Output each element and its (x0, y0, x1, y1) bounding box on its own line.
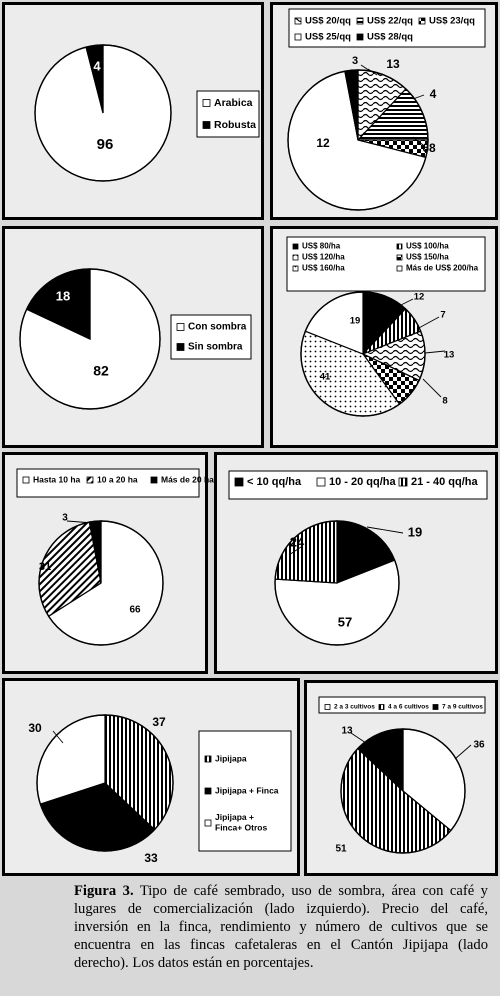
legend-label: US$ 23/qq (429, 15, 475, 27)
legend-label: Con sombra (188, 321, 247, 333)
data-label: 96 (96, 135, 114, 153)
legend-label: Más de 20 ha (161, 474, 214, 485)
legend-swatch (205, 788, 211, 794)
legend-swatch (325, 705, 330, 710)
legend-swatch (293, 244, 298, 249)
legend-swatch (397, 244, 402, 249)
legend-swatch (205, 756, 211, 762)
panel-crop-count (304, 680, 498, 876)
pie-chart-coffee-area (5, 455, 214, 671)
data-label: 13 (386, 57, 400, 72)
leader-line (401, 299, 413, 305)
legend-label: Hasta 10 ha (33, 474, 81, 485)
caption-label: Figura 3. (74, 883, 134, 899)
leader-line (455, 745, 471, 759)
legend-swatch (235, 478, 243, 486)
pie-chart-coffee-type (5, 5, 261, 217)
legend-label: 4 a 6 cultivos (388, 703, 429, 711)
legend-label: Finca+ Otros (215, 822, 268, 833)
data-label: 30 (28, 721, 42, 736)
legend-swatch (379, 705, 384, 710)
legend-swatch (293, 266, 298, 271)
data-label: 41 (319, 371, 331, 383)
panel-shade-use (2, 226, 264, 448)
data-label: 57 (337, 614, 353, 630)
legend-label: Más de US$ 200/ha (406, 263, 479, 273)
legend-label: Jipijapa + (215, 812, 254, 822)
data-label: 66 (129, 604, 141, 616)
legend-label: US$ 100/ha (406, 241, 449, 251)
legend-swatch (397, 266, 402, 271)
legend-swatch (295, 34, 301, 40)
panel-coffee-type (2, 2, 264, 220)
legend-swatch (399, 478, 407, 486)
legend-label: 10 a 20 ha (97, 474, 138, 485)
pie-chart-marketing-places (5, 681, 297, 873)
legend-swatch (397, 255, 402, 260)
legend-label: US$ 80/ha (302, 241, 341, 251)
data-label: 3 (62, 512, 68, 524)
legend-swatch (203, 122, 210, 129)
leader-line (425, 351, 445, 353)
legend-label: US$ 22/qq (367, 15, 413, 27)
legend-label: US$ 28/qq (367, 31, 413, 43)
legend-swatch (203, 100, 210, 107)
data-label: 68 (422, 141, 436, 156)
legend-swatch (87, 477, 93, 483)
data-label: 82 (93, 362, 109, 379)
legend-label: Jipijapa (215, 753, 247, 764)
data-label: 19 (349, 315, 361, 327)
legend-label: US$ 150/ha (406, 252, 449, 262)
legend-label: Arabica (214, 96, 253, 109)
data-label: 7 (440, 309, 446, 321)
data-label: 51 (335, 843, 347, 855)
pie-slice (275, 521, 337, 583)
legend-label: US$ 120/ha (302, 252, 345, 262)
panel-coffee-area (2, 452, 214, 674)
pie-chart-crop-count (307, 683, 495, 873)
legend-label: Sin sombra (188, 341, 243, 353)
legend-swatch (177, 324, 184, 331)
legend-label: Robusta (214, 118, 256, 131)
pie-chart-coffee-price (273, 5, 495, 217)
legend-label: 10 - 20 qq/ha (329, 475, 396, 488)
data-label: 12 (316, 136, 330, 151)
legend-label: 2 a 3 cultivos (334, 703, 375, 711)
legend-label: US$ 25/qq (305, 31, 351, 43)
legend-swatch (293, 255, 298, 260)
leader-line (413, 95, 424, 99)
data-label: 12 (413, 291, 425, 303)
data-label: 13 (443, 349, 455, 361)
pie-chart-shade-use (5, 229, 261, 445)
legend-swatch (177, 344, 184, 351)
figure-caption (74, 882, 488, 972)
data-label: 4 (93, 58, 101, 74)
legend-swatch (317, 478, 325, 486)
leader-line (423, 379, 441, 397)
leader-line (351, 733, 369, 745)
caption-text: Tipo de café sembrado, uso de sombra, área con café y lugares de comercialización (lado izquierdo). Precio del café, inversión en la finca, rendimiento y número de cultivos que se encuentra en las fincas cafetaleras en el Cantón Jipijapa (lado derecho). Los datos están en porcentajes. (74, 883, 488, 971)
data-label: 19 (407, 524, 423, 540)
data-label: 37 (152, 715, 166, 730)
data-label: 8 (442, 395, 448, 407)
legend-label: US$ 20/qq (305, 15, 351, 27)
data-label: 4 (429, 87, 437, 102)
data-label: 3 (351, 54, 359, 67)
legend-label: US$ 160/ha (302, 263, 345, 273)
panel-marketing-places (2, 678, 300, 876)
legend-swatch (23, 477, 29, 483)
legend-swatch (357, 18, 363, 24)
panel-yield (214, 452, 498, 674)
data-label: 24 (289, 534, 305, 550)
legend-swatch (357, 34, 363, 40)
panel-coffee-price (270, 2, 498, 220)
data-label: 13 (341, 725, 353, 737)
legend-swatch (151, 477, 157, 483)
data-label: 31 (38, 560, 52, 573)
data-label: 36 (473, 739, 485, 751)
legend-label: Jipijapa + Finca (215, 785, 279, 796)
data-label: 18 (55, 288, 71, 304)
legend-swatch (433, 705, 438, 710)
legend-label: 21 - 40 qq/ha (411, 475, 478, 488)
leader-line (417, 317, 439, 329)
legend-label: 7 a 9 cultivos (442, 703, 483, 711)
legend-swatch (419, 18, 425, 24)
data-label: 33 (144, 851, 158, 866)
pie-chart-investment (273, 229, 495, 445)
legend-swatch (295, 18, 301, 24)
legend-swatch (205, 820, 211, 826)
panel-investment (270, 226, 498, 448)
legend-label: < 10 qq/ha (247, 475, 302, 488)
pie-chart-yield (217, 455, 495, 671)
